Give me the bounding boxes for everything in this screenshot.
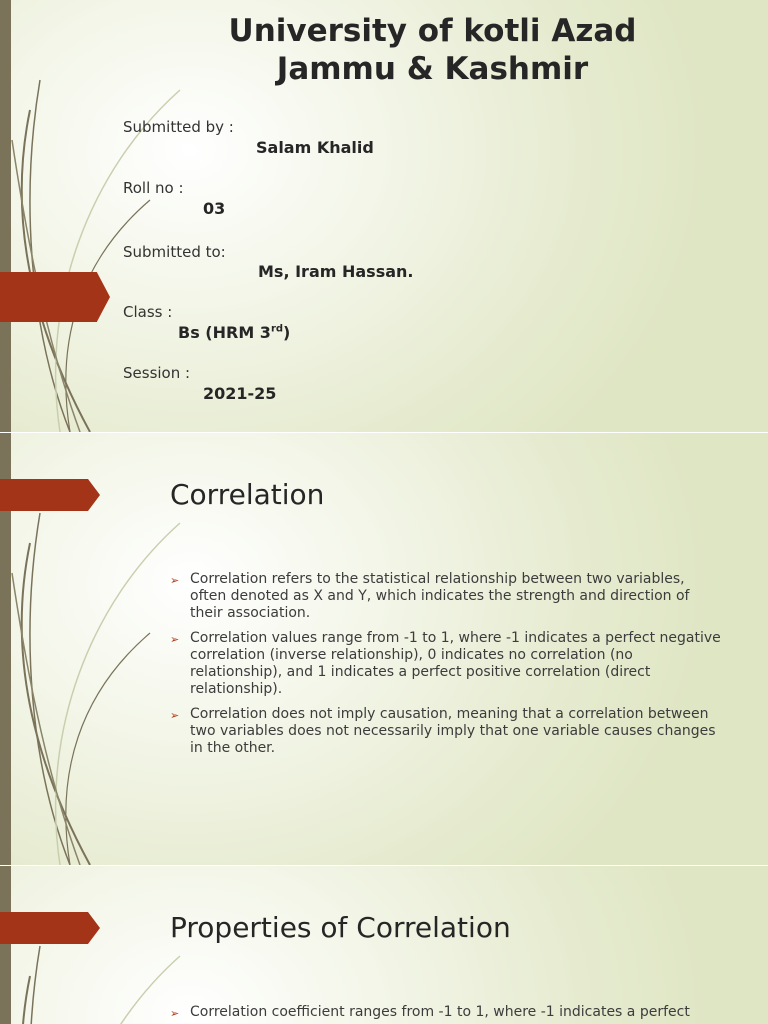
submitted-by-value: Salam Khalid	[256, 138, 374, 157]
bullet-arrow-icon: ➢	[170, 709, 180, 722]
university-title: University of kotli Azad Jammu & Kashmir	[228, 13, 637, 87]
class-value-main: Bs (HRM 3	[178, 323, 271, 342]
properties-slide	[0, 866, 768, 1024]
accent-tab	[0, 272, 110, 322]
bullet-arrow-icon: ➢	[170, 574, 180, 587]
bullet-list	[170, 571, 725, 765]
roll-value: 03	[203, 199, 226, 218]
title-slide	[0, 0, 768, 432]
decorative-curves	[0, 866, 200, 1024]
list-item	[170, 571, 725, 622]
bullet-text: Correlation values range from -1 to 1, where -1 indicates a perfect negative correlation (inverse relationship), 0 indicates no correlation (no relationship), and 1 indicates a perfect positive correlation (direct relationship).	[190, 630, 721, 697]
accent-tab	[0, 912, 100, 944]
accent-tab	[0, 479, 100, 511]
list-item	[170, 630, 725, 698]
list-item	[170, 706, 725, 757]
class-value-sup: rd	[270, 323, 284, 335]
bullet-text: Correlation coefficient ranges from -1 to 1, where -1 indicates a perfect	[190, 1004, 690, 1020]
bullet-text: Correlation refers to the statistical relationship between two variables, often denoted as X and Y, which indicates the strength and direction of their association.	[190, 571, 690, 621]
bullet-text: Correlation does not imply causation, meaning that a correlation between two variables does not necessarily imply that one variable causes changes in the other.	[190, 706, 716, 756]
slide-title: Correlation	[170, 478, 325, 511]
bullet-arrow-icon: ➢	[170, 633, 180, 646]
submitted-by-label: Submitted by :	[123, 118, 234, 136]
class-value-end: )	[283, 323, 291, 342]
bullet-list	[170, 1004, 725, 1024]
list-item	[170, 1004, 725, 1021]
class-label: Class :	[123, 303, 173, 321]
slide-title: Properties of Correlation	[170, 911, 511, 944]
submitted-to-value: Ms, Iram Hassan.	[258, 262, 414, 281]
session-value: 2021-25	[203, 384, 277, 403]
roll-label: Roll no :	[123, 179, 184, 197]
session-label: Session :	[123, 364, 191, 382]
class-value	[178, 323, 290, 342]
correlation-slide	[0, 433, 768, 865]
submitted-to-label: Submitted to:	[123, 243, 226, 261]
bullet-arrow-icon: ➢	[170, 1007, 180, 1020]
